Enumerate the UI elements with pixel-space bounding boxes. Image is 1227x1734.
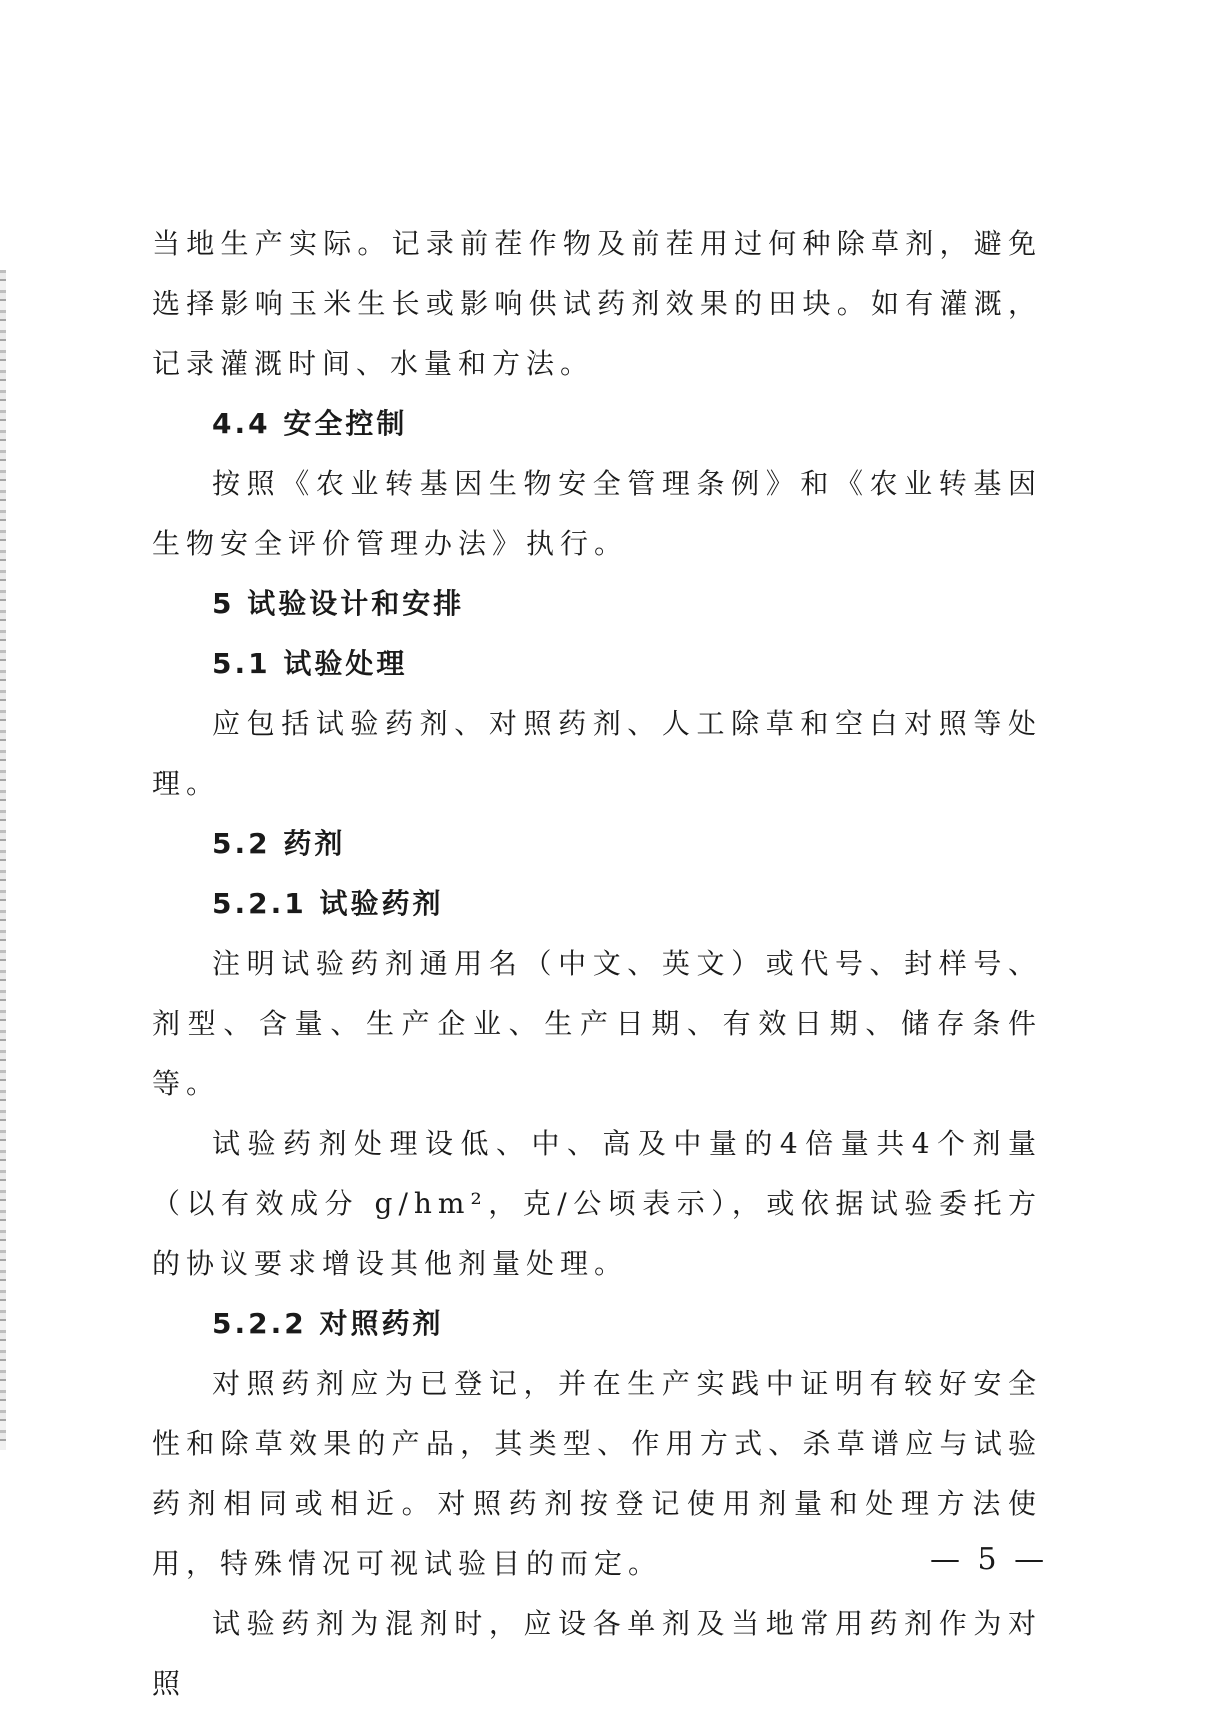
- page-number: — 5 —: [930, 1542, 1049, 1577]
- heading-5-trial-design: 5 试验设计和安排: [212, 587, 465, 620]
- heading-5-1-trial-treatments: 5.1 试验处理: [212, 647, 408, 680]
- paragraph-test-agent-info: 注明试验药剂通用名（中文、英文）或代号、封样号、剂型、含量、生产企业、生产日期、有效日期、储存条件等。: [152, 947, 1042, 1100]
- heading-5-2-agents: 5.2 药剂: [212, 827, 346, 860]
- paragraph-mixture-control: 试验药剂为混剂时，应设各单剂及当地常用药剂作为对照: [152, 1607, 1042, 1700]
- heading-5-2-2-control-agent: 5.2.2 对照药剂: [212, 1307, 444, 1340]
- paragraph-field-conditions: 当地生产实际。记录前茬作物及前茬用过何种除草剂，避免选择影响玉米生长或影响供试药剂效果的田块。如有灌溉，记录灌溉时间、水量和方法。: [152, 227, 1042, 380]
- paragraph-safety-regulations: 按照《农业转基因生物安全管理条例》和《农业转基因生物安全评价管理办法》执行。: [152, 467, 1042, 560]
- document-body: [152, 214, 1042, 1714]
- heading-4-4-safety-control: 4.4 安全控制: [212, 407, 408, 440]
- paragraph-treatments: 应包括试验药剂、对照药剂、人工除草和空白对照等处理。: [152, 707, 1042, 800]
- paragraph-test-agent-dosage: 试验药剂处理设低、中、高及中量的4倍量共4个剂量（以有效成分 g/hm²，克/公顷表示），或依据试验委托方的协议要求增设其他剂量处理。: [152, 1127, 1042, 1280]
- scan-binding-edge: [0, 270, 6, 1450]
- heading-5-2-1-test-agent: 5.2.1 试验药剂: [212, 887, 444, 920]
- paragraph-control-agent: 对照药剂应为已登记，并在生产实践中证明有较好安全性和除草效果的产品，其类型、作用方式、杀草谱应与试验药剂相同或相近。对照药剂按登记使用剂量和处理方法使用，特殊情况可视试验目的而定。: [152, 1367, 1042, 1580]
